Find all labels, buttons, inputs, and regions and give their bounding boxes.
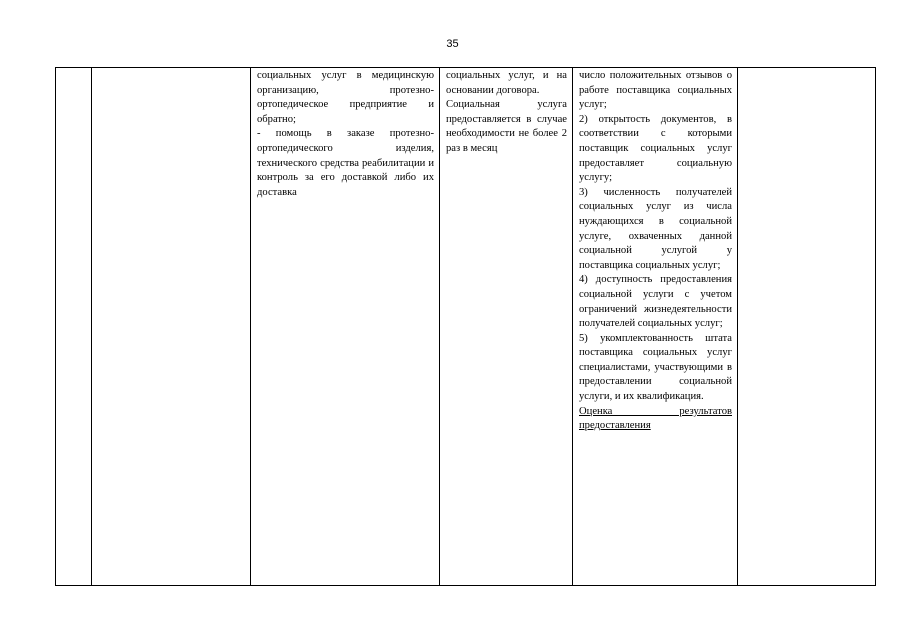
table-cell-quality-indicators <box>573 68 738 585</box>
table-cell-notes <box>738 68 875 585</box>
service-description-part-1: социальных услуг в медицинскую организацию, протезно-ортопедическое предприятие и обратно; <box>257 70 434 125</box>
quality-indicator-2: 2) открытость документов, в соответствии с которыми поставщик социальных услуг предоставляет социальную услугу; <box>579 113 732 184</box>
table-cell-service-terms <box>440 68 573 585</box>
service-terms-part-2: Социальная услуга предоставляется в случае необходимости не более 2 раз в месяц <box>446 99 567 154</box>
results-assessment-heading: Оценка результатов предоставления <box>579 405 732 432</box>
quality-indicator-3: 3) численность получателей социальных услуг из числа нуждающихся в социальной услуге, охваченных данной социальной услугой у поставщика социальных услуг; <box>579 186 732 271</box>
quality-indicator-5: 5) укомплектованность штата поставщика социальных услуг специалистами, участвующими в предоставлении социальной услуги, и их квалификация. <box>579 332 732 403</box>
services-table <box>55 67 876 586</box>
service-terms-part-1: социальных услуг, и на основании договора. <box>446 70 567 96</box>
page-number: 35 <box>446 38 459 50</box>
quality-indicator-4: 4) доступность предоставления социальной услуги с учетом ограничений жизнедеятельности получателей социальных услуг; <box>579 274 732 330</box>
table-cell-number <box>56 68 92 585</box>
table-cell-service-description <box>251 68 440 585</box>
quality-indicator-1: число положительных отзывов о работе поставщика социальных услуг; <box>579 70 732 111</box>
table-cell-service-name <box>92 68 251 585</box>
service-description-part-2: - помощь в заказе протезно-ортопедического изделия, технического средства реабилитации и контроль за его доставкой либо их доставка <box>257 128 434 198</box>
